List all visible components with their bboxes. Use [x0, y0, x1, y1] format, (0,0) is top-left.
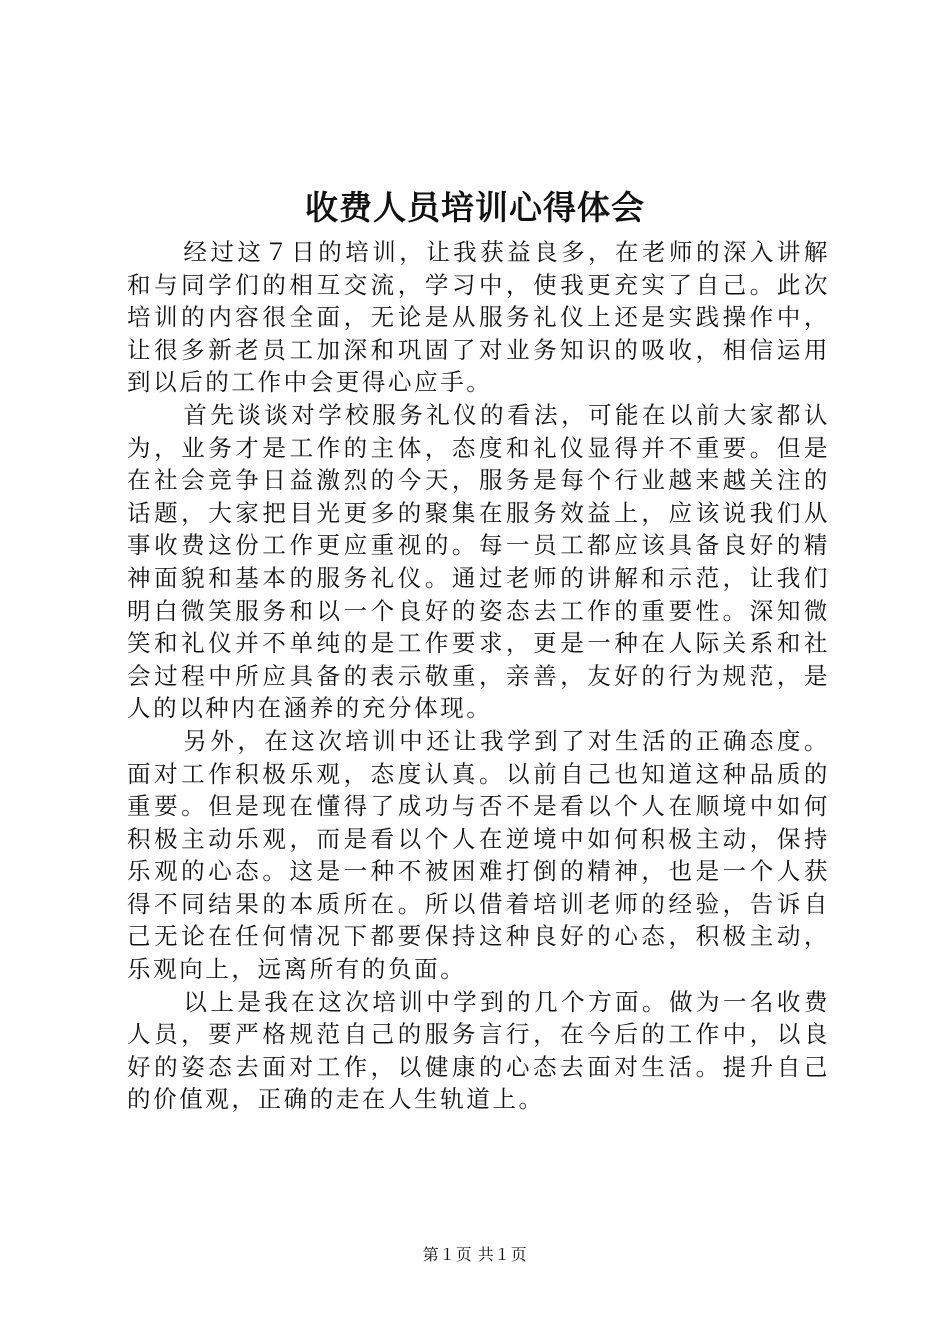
paragraph-3: 另外，在这次培训中还让我学到了对生活的正确态度。面对工作积极乐观，态度认真。以前自己也知道这种品质的重要。但是现在懂得了成功与否不是看以个人在顺境中如何积极主动乐观，而是看以个人在逆境中如何积极主动，保持乐观的心态。这是一种不被困难打倒的精神，也是一个人获得不同结果的本质所在。所以借着培训老师的经验，告诉自己无论在任何情况下都要保持这种良好的心态，积极主动，乐观向上，远离所有的负面。	[127, 726, 830, 984]
paragraph-2: 首先谈谈对学校服务礼仪的看法，可能在以前大家都认为，业务才是工作的主体，态度和礼仪显得并不重要。但是在社会竞争日益激烈的今天，服务是每个行业越来越关注的话题，大家把目光更多的聚集在服务效益上，应该说我们从事收费这份工作更应重视的。每一员工都应该具备良好的精神面貌和基本的服务礼仪。通过老师的讲解和示范，让我们明白微笑服务和以一个良好的姿态去工作的重要性。深知微笑和礼仪并不单纯的是工作要求，更是一种在人际关系和社会过程中所应具备的表示敬重，亲善，友好的行为规范，是人的以种内在涵养的充分体现。	[127, 400, 830, 723]
document-body	[127, 236, 830, 1116]
paragraph-1: 经过这７日的培训，让我获益良多，在老师的深入讲解和与同学们的相互交流，学习中，使我更充实了自己。此次培训的内容很全面，无论是从服务礼仪上还是实践操作中，让很多新老员工加深和巩固了对业务知识的吸收，相信运用到以后的工作中会更得心应手。	[127, 238, 830, 397]
paragraph-4: 以上是我在这次培训中学到的几个方面。做为一名收费人员，要严格规范自己的服务言行，在今后的工作中，以良好的姿态去面对工作，以健康的心态去面对生活。提升自己的价值观，正确的走在人生轨道上。	[127, 987, 830, 1114]
page-footer: 第１页 共１页	[422, 1245, 528, 1264]
page-title: 收费人员培训心得体会	[305, 188, 645, 227]
